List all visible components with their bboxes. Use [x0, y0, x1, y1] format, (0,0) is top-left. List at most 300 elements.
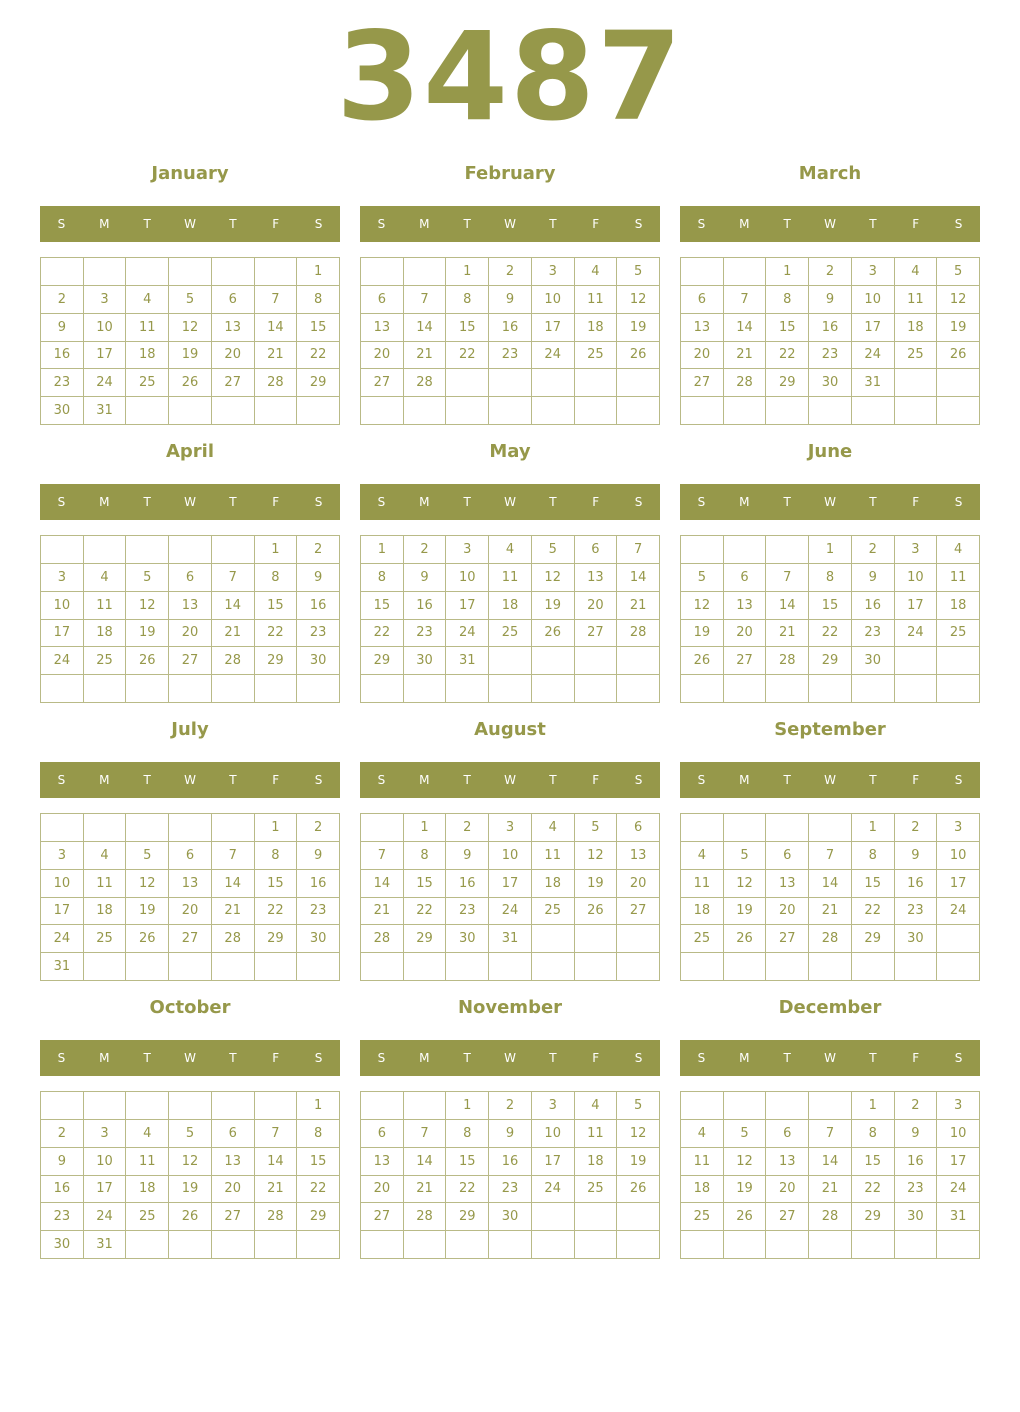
weekday-label: M [99, 217, 110, 231]
day-cell: 12 [724, 870, 767, 898]
day-cell: 9 [297, 842, 340, 870]
day-cell: 12 [126, 870, 169, 898]
day-cell: 26 [126, 647, 169, 675]
weekday-label: T [549, 773, 557, 787]
day-cell: 28 [404, 369, 447, 397]
day-grid [680, 813, 980, 981]
day-grid [360, 813, 660, 981]
day-cell: 23 [489, 1176, 532, 1204]
day-cell: 20 [724, 620, 767, 648]
day-cell: 4 [681, 842, 724, 870]
day-cell: 15 [852, 1148, 895, 1176]
day-cell: 1 [852, 1092, 895, 1120]
day-cell: 27 [766, 1203, 809, 1231]
day-grid [40, 1091, 340, 1259]
day-cell: 29 [255, 925, 298, 953]
weekday-label: S [954, 773, 963, 787]
day-cell: 25 [937, 620, 980, 648]
empty-cell [41, 814, 84, 842]
empty-cell [255, 953, 298, 981]
day-cell: 10 [895, 564, 938, 592]
day-cell: 24 [84, 1203, 127, 1231]
day-cell: 10 [937, 1120, 980, 1148]
day-cell: 27 [169, 647, 212, 675]
day-cell: 7 [809, 842, 852, 870]
day-cell: 23 [297, 898, 340, 926]
day-cell: 23 [852, 620, 895, 648]
day-cell: 10 [84, 1148, 127, 1176]
empty-cell [681, 814, 724, 842]
weekday-label: T [783, 217, 791, 231]
month-name: February [464, 163, 556, 184]
empty-cell [681, 1092, 724, 1120]
day-cell: 9 [489, 286, 532, 314]
empty-cell [297, 397, 340, 425]
empty-cell [404, 1231, 447, 1259]
day-cell: 17 [84, 1176, 127, 1204]
empty-cell [446, 953, 489, 981]
empty-cell [404, 397, 447, 425]
month-name: October [149, 997, 231, 1018]
day-cell: 29 [404, 925, 447, 953]
day-cell: 29 [766, 369, 809, 397]
day-cell: 4 [84, 564, 127, 592]
day-cell: 23 [41, 369, 84, 397]
day-cell: 2 [489, 1092, 532, 1120]
empty-cell [255, 397, 298, 425]
day-cell: 13 [212, 314, 255, 342]
day-cell: 8 [852, 842, 895, 870]
day-cell: 8 [809, 564, 852, 592]
empty-cell [84, 536, 127, 564]
day-cell: 5 [169, 286, 212, 314]
empty-cell [575, 953, 618, 981]
day-cell: 12 [169, 314, 212, 342]
empty-cell [212, 1231, 255, 1259]
day-cell: 19 [169, 342, 212, 370]
day-cell: 12 [617, 286, 660, 314]
day-cell: 20 [617, 870, 660, 898]
weekday-label: F [272, 217, 280, 231]
day-cell: 9 [809, 286, 852, 314]
weekday-header [360, 1040, 660, 1076]
empty-cell [895, 647, 938, 675]
day-cell: 28 [361, 925, 404, 953]
day-cell: 24 [41, 925, 84, 953]
day-cell: 18 [84, 620, 127, 648]
day-grid [680, 1091, 980, 1259]
empty-cell [489, 675, 532, 703]
day-cell: 4 [84, 842, 127, 870]
empty-cell [617, 675, 660, 703]
day-cell: 17 [895, 592, 938, 620]
day-cell: 17 [41, 620, 84, 648]
day-cell: 23 [895, 898, 938, 926]
day-cell: 20 [766, 1176, 809, 1204]
day-cell: 6 [724, 564, 767, 592]
empty-cell [724, 953, 767, 981]
empty-cell [297, 953, 340, 981]
weekday-label: W [504, 495, 516, 509]
weekday-label: T [143, 217, 151, 231]
day-cell: 4 [532, 814, 575, 842]
day-cell: 27 [617, 898, 660, 926]
day-cell: 4 [575, 1092, 618, 1120]
day-cell: 31 [489, 925, 532, 953]
day-cell: 14 [212, 592, 255, 620]
empty-cell [41, 675, 84, 703]
weekday-header [360, 484, 660, 520]
empty-cell [255, 258, 298, 286]
weekday-label: T [783, 773, 791, 787]
day-cell: 24 [532, 342, 575, 370]
day-cell: 2 [895, 814, 938, 842]
day-cell: 18 [489, 592, 532, 620]
day-cell: 19 [617, 314, 660, 342]
day-cell: 7 [404, 286, 447, 314]
weekday-header [360, 206, 660, 242]
day-cell: 5 [169, 1120, 212, 1148]
day-cell: 16 [489, 314, 532, 342]
day-cell: 28 [255, 369, 298, 397]
day-cell: 18 [937, 592, 980, 620]
day-cell: 5 [575, 814, 618, 842]
day-cell: 9 [895, 1120, 938, 1148]
day-cell: 30 [41, 1231, 84, 1259]
day-cell: 17 [446, 592, 489, 620]
day-cell: 22 [297, 342, 340, 370]
empty-cell [489, 1231, 532, 1259]
day-cell: 6 [617, 814, 660, 842]
day-cell: 18 [575, 314, 618, 342]
day-cell: 11 [84, 592, 127, 620]
weekday-label: T [783, 495, 791, 509]
empty-cell [297, 675, 340, 703]
weekday-label: T [143, 495, 151, 509]
weekday-header [360, 762, 660, 798]
empty-cell [489, 647, 532, 675]
day-cell: 25 [895, 342, 938, 370]
day-cell: 31 [84, 1231, 127, 1259]
day-cell: 28 [809, 925, 852, 953]
day-cell: 26 [724, 925, 767, 953]
weekday-label: T [229, 773, 237, 787]
empty-cell [681, 536, 724, 564]
day-cell: 1 [255, 814, 298, 842]
empty-cell [809, 1092, 852, 1120]
day-cell: 26 [617, 342, 660, 370]
empty-cell [255, 1231, 298, 1259]
day-cell: 7 [617, 536, 660, 564]
day-cell: 4 [937, 536, 980, 564]
day-cell: 18 [126, 342, 169, 370]
day-cell: 27 [681, 369, 724, 397]
day-cell: 2 [41, 1120, 84, 1148]
day-cell: 16 [852, 592, 895, 620]
day-cell: 19 [126, 898, 169, 926]
day-cell: 23 [809, 342, 852, 370]
day-cell: 11 [895, 286, 938, 314]
weekday-label: S [57, 495, 66, 509]
day-cell: 26 [724, 1203, 767, 1231]
day-cell: 22 [255, 898, 298, 926]
day-cell: 25 [84, 647, 127, 675]
day-grid [360, 535, 660, 703]
day-cell: 30 [809, 369, 852, 397]
day-cell: 31 [446, 647, 489, 675]
day-cell: 27 [361, 369, 404, 397]
day-cell: 31 [41, 953, 84, 981]
day-cell: 23 [41, 1203, 84, 1231]
day-cell: 21 [766, 620, 809, 648]
day-cell: 3 [532, 258, 575, 286]
empty-cell [766, 536, 809, 564]
weekday-label: S [314, 1051, 323, 1065]
empty-cell [84, 1092, 127, 1120]
empty-cell [255, 675, 298, 703]
day-grid [40, 257, 340, 425]
day-cell: 6 [681, 286, 724, 314]
weekday-header [40, 484, 340, 520]
empty-cell [212, 536, 255, 564]
day-cell: 14 [361, 870, 404, 898]
day-cell: 18 [895, 314, 938, 342]
day-cell: 5 [937, 258, 980, 286]
day-cell: 26 [169, 369, 212, 397]
day-cell: 21 [617, 592, 660, 620]
weekday-label: S [634, 217, 643, 231]
day-cell: 24 [489, 898, 532, 926]
day-cell: 13 [724, 592, 767, 620]
day-cell: 12 [617, 1120, 660, 1148]
day-cell: 19 [617, 1148, 660, 1176]
day-cell: 7 [361, 842, 404, 870]
weekday-label: S [377, 495, 386, 509]
weekday-label: S [57, 1051, 66, 1065]
day-cell: 3 [84, 1120, 127, 1148]
day-cell: 15 [361, 592, 404, 620]
weekday-header [680, 206, 980, 242]
empty-cell [361, 1092, 404, 1120]
day-cell: 23 [895, 1176, 938, 1204]
day-cell: 4 [126, 286, 169, 314]
empty-cell [126, 675, 169, 703]
day-cell: 10 [937, 842, 980, 870]
day-cell: 21 [404, 342, 447, 370]
empty-cell [895, 675, 938, 703]
empty-cell [404, 258, 447, 286]
empty-cell [297, 1231, 340, 1259]
empty-cell [361, 953, 404, 981]
day-cell: 14 [255, 314, 298, 342]
empty-cell [532, 1203, 575, 1231]
empty-cell [41, 258, 84, 286]
empty-cell [404, 953, 447, 981]
day-cell: 28 [809, 1203, 852, 1231]
empty-cell [532, 675, 575, 703]
empty-cell [766, 953, 809, 981]
day-cell: 21 [724, 342, 767, 370]
day-cell: 27 [212, 1203, 255, 1231]
day-cell: 15 [852, 870, 895, 898]
empty-cell [532, 953, 575, 981]
weekday-label: T [783, 1051, 791, 1065]
weekday-label: T [463, 217, 471, 231]
day-cell: 3 [852, 258, 895, 286]
empty-cell [681, 397, 724, 425]
day-cell: 21 [212, 898, 255, 926]
day-cell: 22 [255, 620, 298, 648]
weekday-label: M [739, 773, 750, 787]
day-cell: 2 [297, 814, 340, 842]
day-cell: 5 [532, 536, 575, 564]
day-cell: 4 [681, 1120, 724, 1148]
day-cell: 19 [937, 314, 980, 342]
day-cell: 13 [361, 1148, 404, 1176]
day-cell: 14 [809, 1148, 852, 1176]
day-cell: 11 [681, 1148, 724, 1176]
weekday-label: F [912, 217, 920, 231]
empty-cell [84, 258, 127, 286]
empty-cell [361, 814, 404, 842]
day-cell: 17 [852, 314, 895, 342]
day-cell: 14 [404, 314, 447, 342]
day-cell: 5 [724, 842, 767, 870]
day-cell: 28 [724, 369, 767, 397]
day-cell: 20 [766, 898, 809, 926]
empty-cell [169, 675, 212, 703]
empty-cell [84, 675, 127, 703]
day-cell: 16 [297, 592, 340, 620]
weekday-label: S [57, 217, 66, 231]
weekday-label: F [592, 217, 600, 231]
day-cell: 19 [169, 1176, 212, 1204]
day-cell: 5 [617, 1092, 660, 1120]
day-cell: 15 [446, 314, 489, 342]
empty-cell [809, 675, 852, 703]
day-cell: 11 [84, 870, 127, 898]
empty-cell [212, 258, 255, 286]
weekday-label: S [634, 773, 643, 787]
day-cell: 10 [532, 1120, 575, 1148]
weekday-label: S [954, 1051, 963, 1065]
empty-cell [169, 1092, 212, 1120]
day-cell: 9 [852, 564, 895, 592]
empty-cell [404, 675, 447, 703]
day-cell: 12 [532, 564, 575, 592]
empty-cell [895, 953, 938, 981]
day-cell: 29 [446, 1203, 489, 1231]
empty-cell [404, 1092, 447, 1120]
day-cell: 9 [446, 842, 489, 870]
empty-cell [575, 397, 618, 425]
day-cell: 13 [766, 1148, 809, 1176]
weekday-label: S [697, 495, 706, 509]
day-cell: 20 [169, 898, 212, 926]
empty-cell [766, 675, 809, 703]
empty-cell [617, 1203, 660, 1231]
empty-cell [681, 953, 724, 981]
day-cell: 8 [255, 842, 298, 870]
empty-cell [446, 675, 489, 703]
empty-cell [681, 1231, 724, 1259]
weekday-label: W [184, 773, 196, 787]
day-cell: 19 [126, 620, 169, 648]
day-cell: 24 [937, 898, 980, 926]
empty-cell [575, 675, 618, 703]
empty-cell [895, 397, 938, 425]
day-cell: 13 [169, 870, 212, 898]
weekday-header [40, 206, 340, 242]
day-cell: 30 [489, 1203, 532, 1231]
day-cell: 22 [766, 342, 809, 370]
empty-cell [255, 1092, 298, 1120]
day-cell: 5 [617, 258, 660, 286]
weekday-header [680, 1040, 980, 1076]
month-name: July [171, 719, 209, 740]
empty-cell [937, 1231, 980, 1259]
day-cell: 7 [404, 1120, 447, 1148]
empty-cell [212, 1092, 255, 1120]
day-cell: 1 [404, 814, 447, 842]
day-cell: 20 [361, 1176, 404, 1204]
weekday-label: M [99, 1051, 110, 1065]
day-cell: 29 [809, 647, 852, 675]
day-cell: 14 [212, 870, 255, 898]
day-cell: 16 [404, 592, 447, 620]
weekday-label: T [229, 495, 237, 509]
day-cell: 24 [937, 1176, 980, 1204]
day-cell: 30 [852, 647, 895, 675]
weekday-label: M [99, 495, 110, 509]
empty-cell [446, 397, 489, 425]
empty-cell [361, 675, 404, 703]
weekday-label: W [504, 1051, 516, 1065]
day-cell: 20 [361, 342, 404, 370]
weekday-label: S [57, 773, 66, 787]
day-cell: 28 [212, 647, 255, 675]
day-cell: 10 [41, 592, 84, 620]
day-cell: 11 [126, 1148, 169, 1176]
day-cell: 20 [575, 592, 618, 620]
empty-cell [361, 258, 404, 286]
day-cell: 1 [297, 258, 340, 286]
weekday-label: F [592, 773, 600, 787]
weekday-label: W [824, 217, 836, 231]
weekday-label: T [869, 495, 877, 509]
day-cell: 27 [766, 925, 809, 953]
empty-cell [724, 536, 767, 564]
weekday-label: M [739, 1051, 750, 1065]
day-cell: 19 [532, 592, 575, 620]
day-cell: 19 [681, 620, 724, 648]
day-cell: 17 [532, 1148, 575, 1176]
weekday-label: F [912, 1051, 920, 1065]
weekday-label: T [143, 1051, 151, 1065]
empty-cell [852, 397, 895, 425]
day-cell: 25 [681, 925, 724, 953]
day-cell: 5 [126, 564, 169, 592]
day-cell: 7 [255, 286, 298, 314]
day-cell: 21 [809, 1176, 852, 1204]
day-cell: 19 [575, 870, 618, 898]
day-cell: 10 [489, 842, 532, 870]
weekday-label: F [912, 495, 920, 509]
empty-cell [575, 647, 618, 675]
weekday-label: T [869, 1051, 877, 1065]
weekday-label: W [184, 495, 196, 509]
year-title: 3487 [336, 6, 684, 148]
